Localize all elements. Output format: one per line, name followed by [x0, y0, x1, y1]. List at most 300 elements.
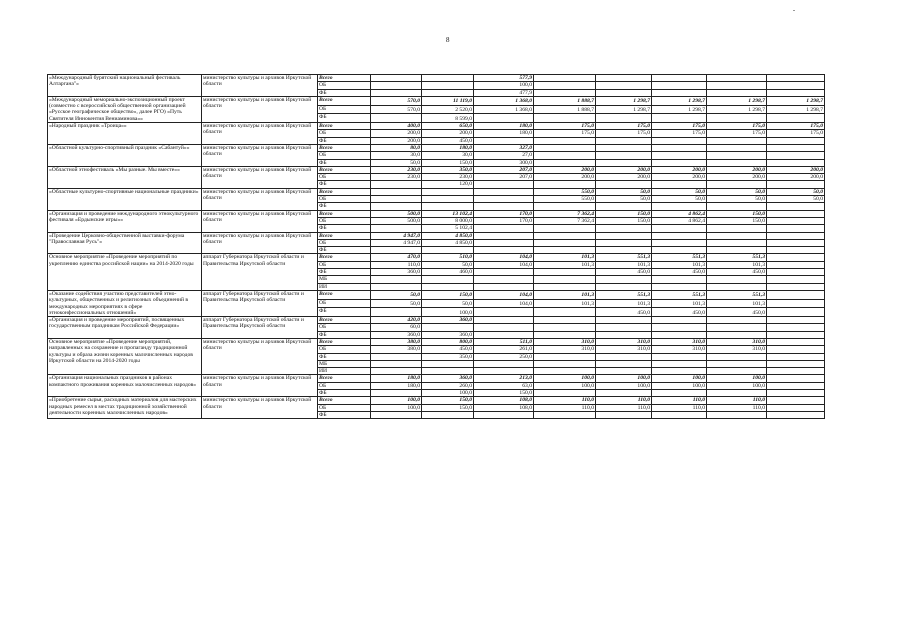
amount-cell: 150,0 — [422, 397, 474, 404]
amount-cell — [767, 290, 825, 299]
amount-cell: 360,0 — [371, 269, 422, 276]
activity-name-cell: «Проведение Церковно-общественной выставки-форума "Православная Русь"» — [48, 232, 202, 254]
amount-cell — [707, 114, 767, 123]
amount-cell — [534, 82, 596, 89]
amount-cell: 175,0 — [652, 130, 707, 137]
amount-cell: 63,0 — [474, 382, 534, 389]
amount-cell — [767, 276, 825, 283]
scan-mark — [793, 10, 795, 11]
amount-cell — [652, 82, 707, 89]
amount-cell — [596, 283, 652, 290]
funding-source-cell: ФБ — [318, 411, 371, 418]
amount-cell: 180,0 — [474, 123, 534, 130]
funding-source-cell: ОБ — [318, 324, 371, 331]
amount-cell — [596, 152, 652, 159]
activity-name-cell: «Международный мемориально-экспозиционный проект (совместно с всероссийской общественной организацией «Русское географическое общество», далее РГО) «Путь Святителя Иннокентия Вениаминова»» — [48, 96, 202, 122]
amount-cell — [707, 152, 767, 159]
amount-cell — [596, 317, 652, 324]
amount-cell: 360,0 — [371, 331, 422, 338]
amount-cell: 230,0 — [371, 166, 422, 173]
executor-cell: министерство культуры и архивов Иркутской области — [202, 397, 318, 419]
amount-cell — [474, 239, 534, 246]
amount-cell: 175,0 — [707, 123, 767, 130]
activity-name-cell: «Областные культурно-спортивные национальные праздники» — [48, 188, 202, 210]
amount-cell: 80,0 — [371, 144, 422, 151]
amount-cell — [767, 375, 825, 382]
amount-cell — [534, 411, 596, 418]
amount-cell — [371, 188, 422, 195]
amount-cell: 4 862,4 — [652, 210, 707, 217]
amount-cell — [707, 317, 767, 324]
amount-cell: 175,0 — [596, 123, 652, 130]
amount-cell: 200,0 — [707, 174, 767, 181]
amount-cell — [707, 181, 767, 188]
amount-cell: 150,0 — [474, 390, 534, 397]
amount-cell: 550,0 — [534, 196, 596, 203]
amount-cell: 550,0 — [534, 188, 596, 195]
amount-cell — [474, 331, 534, 338]
amount-cell — [534, 144, 596, 151]
amount-cell: 360,0 — [422, 331, 474, 338]
funding-source-cell: ФБ — [318, 308, 371, 317]
amount-cell — [371, 114, 422, 123]
amount-cell: 7 362,4 — [534, 217, 596, 224]
amount-cell — [652, 276, 707, 283]
amount-cell: 100,0 — [474, 82, 534, 89]
amount-cell: 400,0 — [371, 123, 422, 130]
funding-source-cell: ОБ — [318, 105, 371, 114]
funding-source-cell: ФБ — [318, 247, 371, 254]
executor-cell: министерство культуры и архивов Иркутской области — [202, 375, 318, 397]
budget-table — [47, 74, 825, 419]
executor-cell: министерство культуры и архивов Иркутской области — [202, 188, 318, 210]
amount-cell — [652, 159, 707, 166]
amount-cell: 110,0 — [652, 404, 707, 411]
amount-cell: 570,0 — [371, 96, 422, 105]
amount-cell — [767, 331, 825, 338]
amount-cell: 650,0 — [422, 123, 474, 130]
amount-cell — [474, 196, 534, 203]
amount-cell: 450,0 — [596, 269, 652, 276]
amount-cell — [707, 82, 767, 89]
amount-cell: 1 298,7 — [767, 96, 825, 105]
funding-source-cell: ИИ — [318, 283, 371, 290]
amount-cell: 460,0 — [422, 269, 474, 276]
amount-cell: 310,0 — [534, 346, 596, 353]
amount-cell: 450,0 — [422, 346, 474, 353]
amount-cell: 110,0 — [596, 404, 652, 411]
amount-cell: 380,0 — [371, 346, 422, 353]
activity-name-cell: «Областной культурно-спортивный праздник «Сабантуй»» — [48, 144, 202, 166]
amount-cell — [371, 368, 422, 375]
amount-cell: 30,0 — [371, 152, 422, 159]
amount-cell — [474, 232, 534, 239]
amount-cell: 551,3 — [652, 290, 707, 299]
amount-cell: 200,0 — [534, 174, 596, 181]
amount-cell: 4 862,4 — [652, 217, 707, 224]
amount-cell — [652, 283, 707, 290]
table-row — [48, 290, 825, 299]
amount-cell — [534, 247, 596, 254]
amount-cell: 170,0 — [474, 210, 534, 217]
funding-source-cell: ФБ — [318, 269, 371, 276]
amount-cell: 230,0 — [422, 174, 474, 181]
amount-cell — [534, 232, 596, 239]
amount-cell — [652, 75, 707, 82]
amount-cell — [534, 360, 596, 367]
amount-cell — [707, 368, 767, 375]
amount-cell — [767, 239, 825, 246]
executor-cell: аппарат Губернатора Иркутской области и Правительства Иркутской области — [202, 317, 318, 339]
funding-source-cell: ФБ — [318, 353, 371, 360]
amount-cell: 1 298,7 — [596, 105, 652, 114]
amount-cell — [371, 181, 422, 188]
amount-cell: 570,0 — [371, 105, 422, 114]
amount-cell — [767, 114, 825, 123]
table-row — [48, 397, 825, 404]
amount-cell — [371, 75, 422, 82]
amount-cell — [767, 144, 825, 151]
amount-cell — [652, 390, 707, 397]
amount-cell: 101,3 — [707, 261, 767, 268]
amount-cell — [707, 225, 767, 232]
executor-cell: аппарат Губернатора Иркутской области и Правительства Иркутской области — [202, 254, 318, 290]
amount-cell — [596, 144, 652, 151]
funding-source-cell: Всего — [318, 144, 371, 151]
amount-cell — [474, 283, 534, 290]
amount-cell: 200,0 — [652, 166, 707, 173]
funding-source-cell: ОБ — [318, 130, 371, 137]
amount-cell: 180,0 — [474, 130, 534, 137]
amount-cell — [652, 324, 707, 331]
amount-cell — [596, 353, 652, 360]
amount-cell — [652, 247, 707, 254]
amount-cell: 500,0 — [371, 217, 422, 224]
amount-cell: 180,0 — [371, 382, 422, 389]
amount-cell — [707, 137, 767, 144]
table-row — [48, 96, 825, 105]
amount-cell: 100,0 — [422, 308, 474, 317]
amount-cell: 310,0 — [596, 338, 652, 345]
amount-cell: 7 362,4 — [534, 210, 596, 217]
amount-cell: 50,0 — [596, 188, 652, 195]
funding-source-cell: ОБ — [318, 382, 371, 389]
amount-cell — [474, 181, 534, 188]
amount-cell: 510,0 — [422, 254, 474, 261]
amount-cell: 350,0 — [422, 166, 474, 173]
amount-cell — [371, 411, 422, 418]
amount-cell — [707, 276, 767, 283]
amount-cell — [767, 397, 825, 404]
amount-cell: 175,0 — [534, 130, 596, 137]
amount-cell: 50,0 — [422, 299, 474, 308]
amount-cell: 50,0 — [652, 196, 707, 203]
table-row — [48, 166, 825, 173]
amount-cell: 450,0 — [422, 137, 474, 144]
amount-cell: 8 000,0 — [422, 217, 474, 224]
amount-cell: 1 298,7 — [767, 105, 825, 114]
amount-cell — [534, 203, 596, 210]
table-body — [48, 75, 825, 419]
amount-cell — [422, 360, 474, 367]
amount-cell — [474, 225, 534, 232]
amount-cell: 101,3 — [596, 299, 652, 308]
activity-name-cell: «Организация национальных праздников в районах компактного проживания коренных малочисленных народов» — [48, 375, 202, 397]
amount-cell — [652, 353, 707, 360]
funding-source-cell: ОБ — [318, 299, 371, 308]
amount-cell: 101,3 — [652, 299, 707, 308]
amount-cell: 110,0 — [371, 261, 422, 268]
amount-cell: 310,0 — [534, 338, 596, 345]
amount-cell: 4 947,0 — [371, 232, 422, 239]
amount-cell — [652, 368, 707, 375]
amount-cell — [534, 114, 596, 123]
amount-cell — [422, 368, 474, 375]
amount-cell: 150,0 — [422, 159, 474, 166]
amount-cell: 551,3 — [707, 254, 767, 261]
amount-cell: 327,0 — [474, 144, 534, 151]
funding-source-cell: Всего — [318, 75, 371, 82]
amount-cell — [534, 225, 596, 232]
amount-cell — [371, 360, 422, 367]
amount-cell — [422, 82, 474, 89]
amount-cell: 101,3 — [534, 261, 596, 268]
amount-cell: 577,9 — [474, 75, 534, 82]
amount-cell — [534, 390, 596, 397]
amount-cell — [596, 276, 652, 283]
amount-cell: 150,0 — [707, 217, 767, 224]
amount-cell: 50,0 — [371, 299, 422, 308]
amount-cell — [767, 254, 825, 261]
funding-source-cell: Всего — [318, 397, 371, 404]
amount-cell — [767, 283, 825, 290]
amount-cell: 360,0 — [422, 375, 474, 382]
funding-source-cell: ОБ — [318, 404, 371, 411]
amount-cell: 470,0 — [371, 254, 422, 261]
amount-cell: 150,0 — [596, 210, 652, 217]
amount-cell: 104,0 — [474, 261, 534, 268]
funding-source-cell: Всего — [318, 254, 371, 261]
amount-cell: 1 298,7 — [652, 96, 707, 105]
amount-cell: 110,0 — [534, 397, 596, 404]
amount-cell: 104,0 — [474, 290, 534, 299]
amount-cell: 101,3 — [652, 261, 707, 268]
amount-cell — [474, 137, 534, 144]
amount-cell — [767, 225, 825, 232]
amount-cell — [767, 232, 825, 239]
amount-cell — [534, 368, 596, 375]
amount-cell: 4 947,0 — [371, 239, 422, 246]
amount-cell — [371, 82, 422, 89]
amount-cell: 101,3 — [596, 261, 652, 268]
amount-cell: 450,0 — [707, 308, 767, 317]
amount-cell: 450,0 — [707, 269, 767, 276]
amount-cell: 60,0 — [371, 324, 422, 331]
amount-cell: 175,0 — [767, 123, 825, 130]
amount-cell — [422, 276, 474, 283]
amount-cell: 100,0 — [707, 382, 767, 389]
amount-cell: 551,3 — [596, 254, 652, 261]
funding-source-cell: ФБ — [318, 114, 371, 123]
amount-cell: 50,0 — [707, 188, 767, 195]
amount-cell: 175,0 — [707, 130, 767, 137]
amount-cell — [474, 276, 534, 283]
amount-cell: 200,0 — [767, 174, 825, 181]
activity-name-cell: «Организация и проведение мероприятий, посвященных государственным праздникам Российской Федерации» — [48, 317, 202, 339]
amount-cell — [707, 203, 767, 210]
amount-cell: 310,0 — [707, 338, 767, 345]
amount-cell — [707, 353, 767, 360]
amount-cell — [371, 308, 422, 317]
amount-cell — [767, 299, 825, 308]
amount-cell: 50,0 — [652, 188, 707, 195]
amount-cell — [422, 188, 474, 195]
amount-cell — [534, 276, 596, 283]
amount-cell — [534, 283, 596, 290]
amount-cell: 108,0 — [474, 397, 534, 404]
amount-cell — [371, 283, 422, 290]
amount-cell — [707, 75, 767, 82]
amount-cell: 200,0 — [371, 137, 422, 144]
amount-cell — [474, 360, 534, 367]
amount-cell: 108,0 — [474, 404, 534, 411]
amount-cell: 50,0 — [767, 188, 825, 195]
amount-cell — [767, 269, 825, 276]
amount-cell — [767, 411, 825, 418]
amount-cell: 100,0 — [652, 382, 707, 389]
funding-source-cell: Всего — [318, 123, 371, 130]
amount-cell: 310,0 — [652, 346, 707, 353]
amount-cell — [707, 89, 767, 96]
executor-cell: министерство культуры и архивов Иркутской области — [202, 144, 318, 166]
funding-source-cell: ФБ — [318, 225, 371, 232]
funding-source-cell: ФБ — [318, 89, 371, 96]
amount-cell — [767, 382, 825, 389]
amount-cell — [652, 137, 707, 144]
table-row — [48, 210, 825, 217]
amount-cell — [371, 276, 422, 283]
amount-cell — [534, 152, 596, 159]
amount-cell — [371, 225, 422, 232]
amount-cell — [652, 411, 707, 418]
amount-cell: 250,0 — [474, 353, 534, 360]
amount-cell: 420,0 — [371, 317, 422, 324]
activity-name-cell: «Оказание содействия участию представителей этно-культурных, общественных и религиозных объединений в международных мероприятиях в сфере этноконфессиональных отношений» — [48, 290, 202, 316]
funding-source-cell: ОБ — [318, 82, 371, 89]
amount-cell — [707, 144, 767, 151]
amount-cell: 200,0 — [767, 166, 825, 173]
funding-source-cell: ФБ — [318, 331, 371, 338]
table-row — [48, 338, 825, 345]
amount-cell: 477,9 — [474, 89, 534, 96]
amount-cell: 175,0 — [652, 123, 707, 130]
amount-cell: 27,0 — [474, 152, 534, 159]
activity-name-cell: «Международный бурятский национальный фестиваль Алтаргана"» — [48, 75, 202, 97]
amount-cell — [767, 159, 825, 166]
amount-cell: 150,0 — [707, 210, 767, 217]
amount-cell: 13 102,4 — [422, 210, 474, 217]
amount-cell — [534, 239, 596, 246]
amount-cell — [652, 317, 707, 324]
amount-cell: 100,0 — [596, 375, 652, 382]
amount-cell: 800,0 — [422, 338, 474, 345]
amount-cell: 350,0 — [422, 353, 474, 360]
funding-source-cell: Всего — [318, 232, 371, 239]
amount-cell: 200,0 — [707, 166, 767, 173]
table-row — [48, 144, 825, 151]
amount-cell — [652, 203, 707, 210]
funding-source-cell: ОБ — [318, 196, 371, 203]
funding-source-cell: ОБ — [318, 261, 371, 268]
amount-cell — [474, 269, 534, 276]
amount-cell: 175,0 — [596, 130, 652, 137]
amount-cell — [596, 89, 652, 96]
activity-name-cell: Основное мероприятие «Проведение мероприятий, направленных на сохранение и пропаганду традиционной культуры и образа жизни коренных малочисленных народов Иркутской области на 2014-2020 годы — [48, 338, 202, 374]
amount-cell — [767, 75, 825, 82]
amount-cell: 101,3 — [534, 290, 596, 299]
table-row — [48, 232, 825, 239]
amount-cell — [596, 331, 652, 338]
amount-cell: 100,0 — [596, 382, 652, 389]
amount-cell — [371, 390, 422, 397]
amount-cell: 150,0 — [422, 404, 474, 411]
amount-cell — [652, 89, 707, 96]
amount-cell — [767, 203, 825, 210]
executor-cell: министерство культуры и архивов Иркутской области — [202, 338, 318, 374]
amount-cell: 450,0 — [596, 308, 652, 317]
executor-cell: министерство культуры и архивов Иркутской области — [202, 96, 318, 122]
amount-cell — [534, 324, 596, 331]
amount-cell: 100,0 — [422, 390, 474, 397]
amount-cell: 1 298,7 — [652, 105, 707, 114]
amount-cell — [371, 353, 422, 360]
amount-cell: 150,0 — [422, 290, 474, 299]
amount-cell — [652, 225, 707, 232]
funding-source-cell: Всего — [318, 375, 371, 382]
amount-cell — [474, 324, 534, 331]
table-row — [48, 75, 825, 82]
amount-cell — [596, 324, 652, 331]
amount-cell: 110,0 — [707, 397, 767, 404]
amount-cell — [534, 89, 596, 96]
amount-cell — [707, 239, 767, 246]
executor-cell: министерство культуры и архивов Иркутской области — [202, 232, 318, 254]
amount-cell — [596, 239, 652, 246]
amount-cell — [371, 89, 422, 96]
amount-cell — [422, 75, 474, 82]
activity-name-cell: «Приобретение сырья, расходных материалов для мастерских народных ремесел в местах традиционной хозяйственной деятельности коренных малочисленных народов» — [48, 397, 202, 419]
amount-cell — [767, 210, 825, 217]
amount-cell — [652, 331, 707, 338]
funding-source-cell: ОБ — [318, 217, 371, 224]
amount-cell: 50,0 — [422, 261, 474, 268]
amount-cell — [767, 137, 825, 144]
amount-cell: 511,0 — [474, 338, 534, 345]
amount-cell: 4 850,0 — [422, 239, 474, 246]
funding-source-cell: Всего — [318, 96, 371, 105]
amount-cell — [371, 247, 422, 254]
executor-cell: министерство культуры и архивов Иркутской области — [202, 166, 318, 188]
amount-cell: 110,0 — [707, 404, 767, 411]
amount-cell — [767, 152, 825, 159]
amount-cell — [534, 317, 596, 324]
amount-cell — [707, 232, 767, 239]
amount-cell — [474, 308, 534, 317]
amount-cell: 110,0 — [534, 404, 596, 411]
amount-cell — [707, 360, 767, 367]
amount-cell: 200,0 — [422, 130, 474, 137]
amount-cell: 1 298,7 — [707, 105, 767, 114]
